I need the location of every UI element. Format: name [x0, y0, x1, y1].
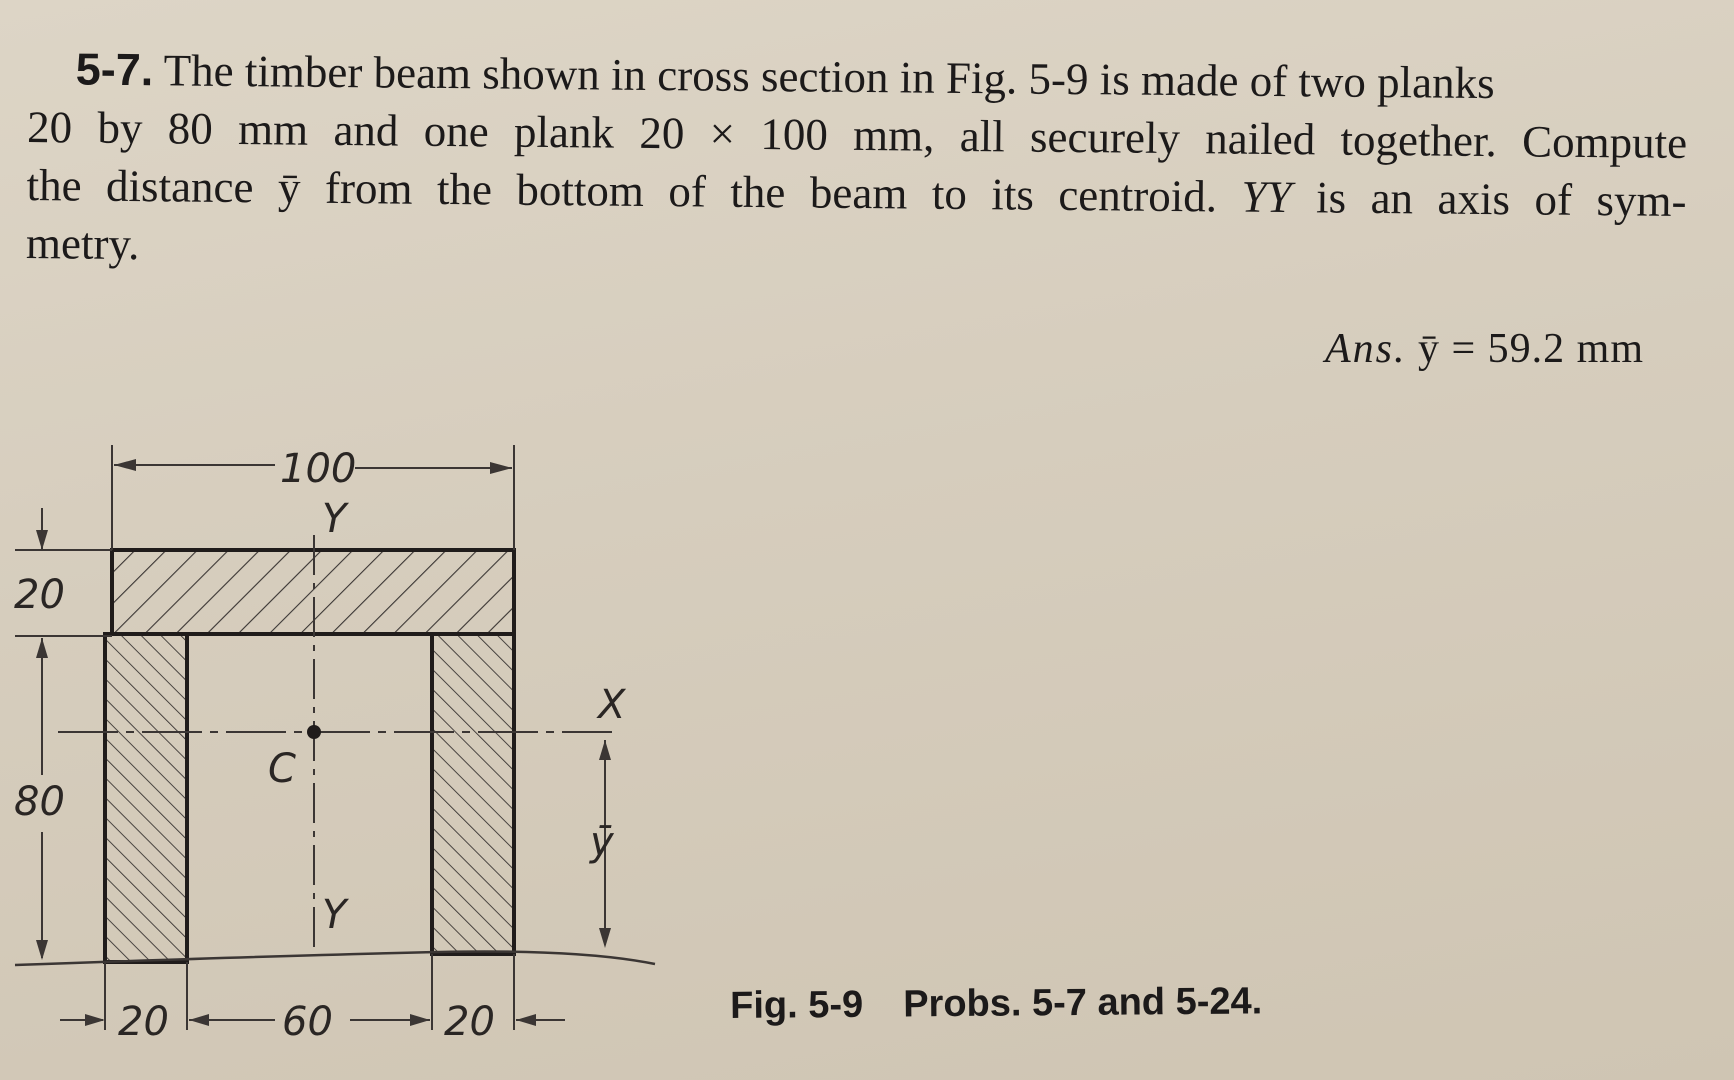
- bottom-dim-arrow-c: [410, 1014, 430, 1026]
- problem-line-2: 20 by 80 mm and one plank 20 × 100 mm, all securely nailed together. Compute: [26, 101, 1688, 168]
- right-plank: [432, 634, 514, 954]
- bottom-dim-arrow-a: [85, 1014, 105, 1026]
- problem-line-3: the distance ȳ from the bottom of the beam to its centroid. YY is an axis of sym-: [26, 159, 1687, 226]
- left-dim-top-label: 20: [14, 572, 65, 618]
- figure-number: Fig. 5-9: [730, 983, 864, 1027]
- bottom-dim-arrow-b: [189, 1014, 209, 1026]
- axis-top-label: Y: [322, 496, 347, 542]
- problem-number: 5-7.: [75, 43, 154, 96]
- axis-bottom-label: Y: [322, 892, 347, 938]
- top-width-arrow-left: [114, 459, 136, 471]
- ybar-arrow-top: [599, 740, 611, 760]
- left-dim-80-arrow-bottom: [36, 940, 48, 960]
- left-dim-80-arrow-top: [36, 638, 48, 658]
- figure-caption: [730, 980, 1262, 1028]
- symmetry-axis-name: YY: [1241, 171, 1292, 223]
- problem-line-4: metry.: [25, 217, 140, 270]
- bottom-left-label: 20: [118, 999, 169, 1045]
- top-width-label: 100: [280, 446, 357, 492]
- left-dim-20-arrow: [36, 530, 48, 550]
- figure-problems: Probs. 5-7 and 5-24.: [903, 980, 1263, 1026]
- answer-value: ȳ = 59.2 mm: [1418, 326, 1645, 372]
- bottom-right-label: 20: [444, 999, 495, 1045]
- answer-label: Ans.: [1325, 326, 1407, 372]
- bottom-mid-label: 60: [282, 999, 333, 1045]
- centroid-point: [307, 725, 321, 739]
- ybar-label: ȳ: [590, 819, 614, 865]
- problem-line-1: 5-7. The timber beam shown in cross section in Fig. 5-9 is made of two planks: [75, 43, 1495, 109]
- left-plank: [105, 634, 187, 962]
- centroid-label: C: [268, 746, 296, 792]
- bottom-dim-arrow-d: [516, 1014, 536, 1026]
- left-dim-bottom-label: 80: [14, 779, 65, 825]
- top-width-arrow-right: [490, 462, 512, 474]
- x-axis-label: X: [598, 682, 626, 728]
- ybar-arrow-bottom: [599, 928, 611, 948]
